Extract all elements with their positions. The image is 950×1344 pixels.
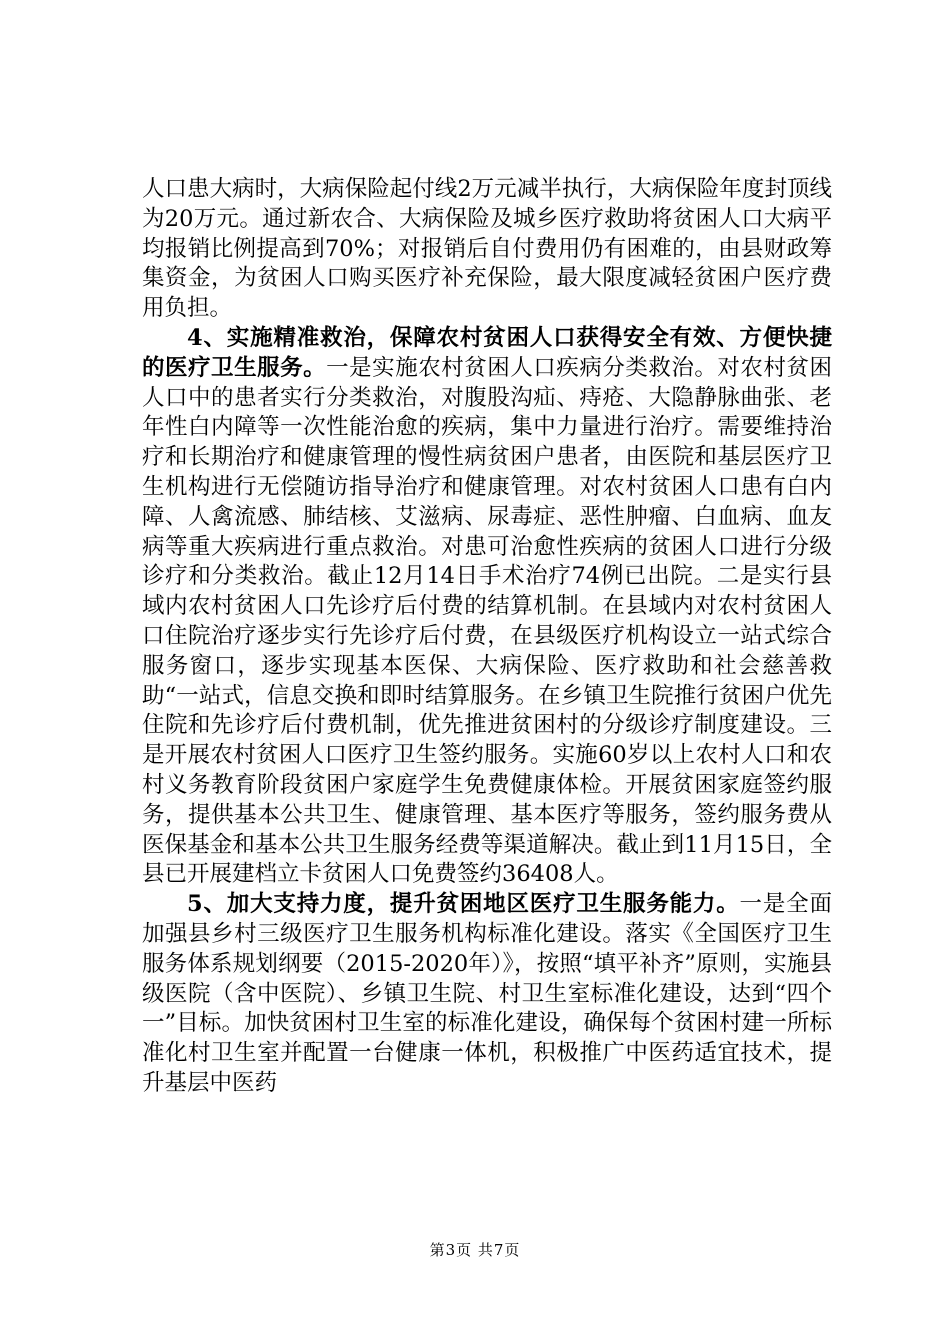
paragraph-3-heading: 5、加大支持力度，提升贫困地区医疗卫生服务能力。 [187, 891, 740, 918]
paragraph-3 [142, 890, 832, 1099]
document-body [142, 175, 832, 1099]
paragraph-1 [142, 175, 832, 324]
page-footer [0, 1240, 950, 1260]
paragraph-2-heading: 4、实施精准救治，保障农村贫困人口获得安全有效、方便快捷的医疗卫生服务。 [142, 324, 832, 381]
paragraph-2-text: 一是实施农村贫困人口疾病分类救治。对农村贫困人口中的患者实行分类救治，对腹股沟疝、痔疮、大隐静脉曲张、老年性白内障等一次性能治愈的疾病，集中力量进行治疗。需要维持治疗和长期治疗和健康管理的慢性病贫困户患者，由医院和基层医疗卫生机构进行无偿随访指导治疗和健康管理。对农村贫困人口患有白内障、人禽流感、肺结核、艾滋病、尿毒症、恶性肿瘤、白血病、血友病等重大疾病进行重点救治。对患可治愈性疾病的贫困人口进行分级诊疗和分类救治。截止12月14日手术治疗74例已出院。二是实行县域内农村贫困人口先诊疗后付费的结算机制。在县域内对农村贫困人口住院治疗逐步实行先诊疗后付费，在县级医疗机构设立一站式综合服务窗口，逐步实现基本医保、大病保险、医疗救助和社会慈善救助“一站式，信息交换和即时结算服务。在乡镇卫生院推行贫困户优先住院和先诊疗后付费机制，优先推进贫困村的分级诊疗制度建设。三是开展农村贫困人口医疗卫生签约服务。实施60岁以上农村人口和农村义务教育阶段贫困户家庭学生免费健康体检。开展贫困家庭签约服务，提供基本公共卫生、健康管理、基本医疗等服务，签约服务费从医保基金和基本公共卫生服务经费等渠道解决。截止到11月15日，全县已开展建档立卡贫困人口免费签约36408人。 [142, 354, 832, 888]
paragraph-1-text: 人口患大病时，大病保险起付线2万元减半执行，大病保险年度封顶线为20万元。通过新农合、大病保险及城乡医疗救助将贫困人口大病平均报销比例提高到70%；对报销后自付费用仍有困难的，由县财政筹集资金，为贫困人口购买医疗补充保险，最大限度减轻贫困户医疗费用负担。 [142, 176, 832, 322]
paragraph-3-text: 一是全面加强县乡村三级医疗卫生服务机构标准化建设。落实《全国医疗卫生服务体系规划纲要（2015-2020年）》，按照“填平补齐”原则，实施县级医院（含中医院）、乡镇卫生院、村卫生室标准化建设，达到“四个一”目标。加快贫困村卫生室的标准化建设，确保每个贫困村建一所标准化村卫生室并配置一台健康一体机，积极推广中医药适宜技术，提升基层中医药 [142, 891, 832, 1096]
paragraph-2 [142, 324, 832, 890]
page-number: 第3页 共7页 [429, 1241, 521, 1259]
